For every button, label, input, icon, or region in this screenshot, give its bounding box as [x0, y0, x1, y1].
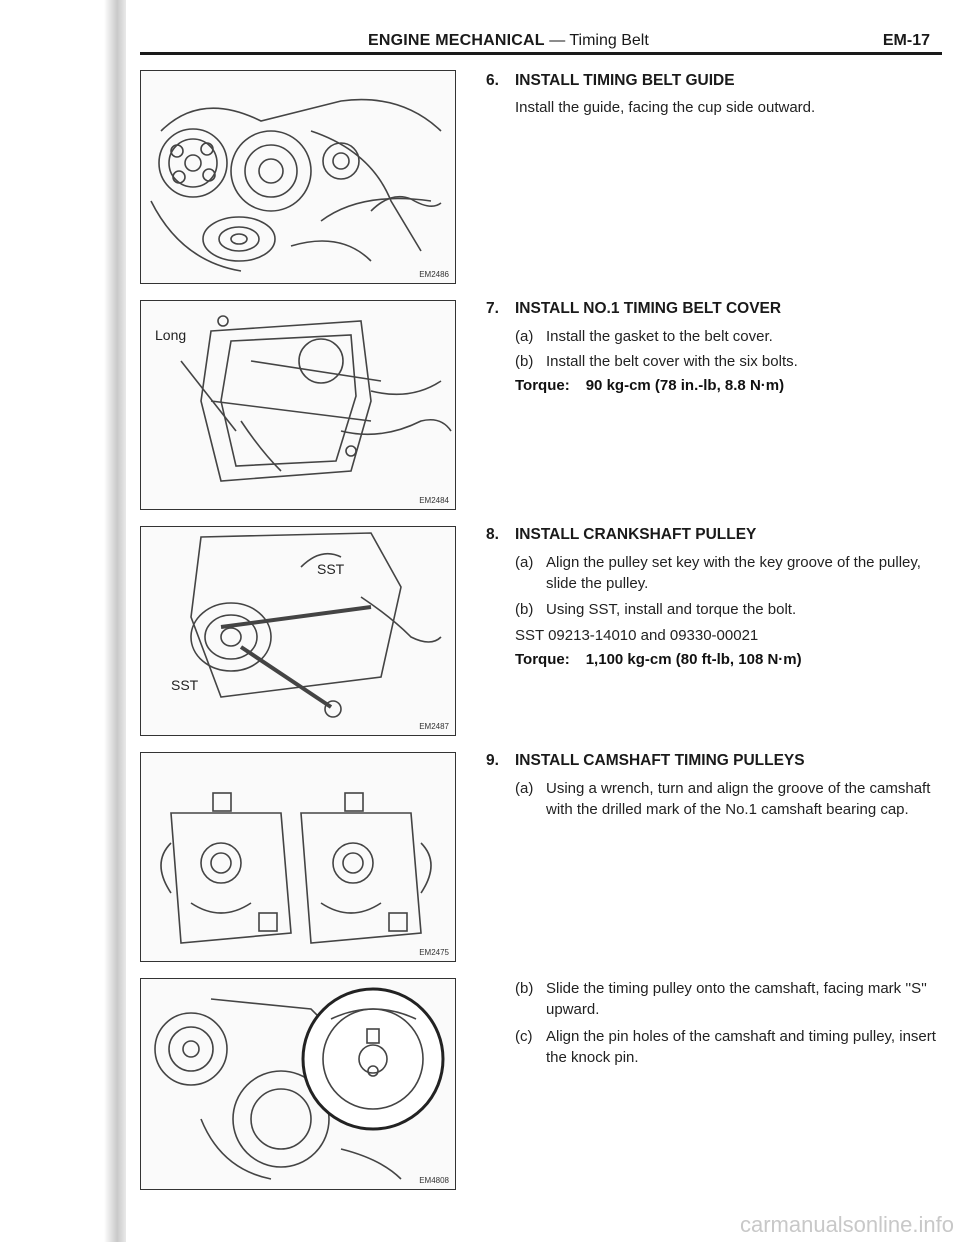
timing-belt-cover-illustration: [141, 301, 455, 509]
figure-code: EM2475: [419, 948, 449, 957]
substep-text: Install the belt cover with the six bolts.: [546, 353, 798, 370]
substep-text: Align the pulley set key with the key groove of the pulley, slide the pulley.: [546, 554, 921, 592]
header-title-bold: ENGINE MECHANICAL: [368, 32, 545, 49]
step-number: 8.: [486, 526, 499, 543]
torque-value: 1,100 kg-cm (80 ft-lb, 108 N·m): [585, 651, 802, 668]
substep-text: Slide the timing pulley onto the camshaft, facing mark ''S'' upward.: [546, 980, 927, 1018]
substep-label: (b): [515, 353, 534, 370]
page-number: EM-17: [882, 32, 930, 49]
substep-text: Using SST, install and torque the bolt.: [546, 601, 797, 618]
step-9-continued: [486, 978, 944, 1078]
substep-text: Install the gasket to the belt cover.: [546, 328, 773, 345]
figure-code: EM2484: [419, 496, 449, 505]
step-9a: [515, 778, 943, 820]
substep-label: (a): [515, 554, 534, 571]
step-number: 6.: [486, 72, 499, 89]
step-number: 7.: [486, 300, 499, 317]
crankshaft-pulley-illustration: [141, 527, 455, 735]
figure-crankshaft-pulley: [140, 526, 456, 736]
figure-code: EM2486: [419, 270, 449, 279]
step-6-text: Install the guide, facing the cup side outward.: [515, 99, 816, 116]
step-8b: [515, 599, 943, 620]
step-8-torque: [515, 651, 802, 668]
substep-label: (a): [515, 328, 534, 345]
torque-label: Torque:: [515, 377, 570, 394]
step-7b: [515, 351, 943, 372]
step-6: [486, 72, 944, 132]
camshaft-alignment-illustration: [141, 753, 455, 961]
step-8-sst: SST 09213-14010 and 09330-00021: [515, 627, 759, 644]
camshaft-pulley-knock-pin-illustration: [141, 979, 455, 1189]
step-9c: [515, 1026, 943, 1068]
step-7a: [515, 326, 943, 347]
torque-value: 90 kg-cm (78 in.-lb, 8.8 N·m): [585, 377, 785, 394]
step-8a: [515, 552, 943, 594]
substep-text: Using a wrench, turn and align the groove of the camshaft with the drilled mark of the No.1 camshaft bearing cap.: [546, 780, 931, 818]
substep-label: (b): [515, 601, 534, 618]
figure-code: EM2487: [419, 722, 449, 731]
figure-timing-belt-cover: [140, 300, 456, 510]
step-6-heading: [486, 72, 735, 90]
page-binding-shadow: [104, 0, 126, 1242]
step-title: INSTALL CRANKSHAFT PULLEY: [515, 526, 757, 543]
step-title: INSTALL NO.1 TIMING BELT COVER: [515, 300, 782, 317]
step-7-heading: [486, 300, 781, 318]
step-title: INSTALL TIMING BELT GUIDE: [515, 72, 735, 89]
step-8: [486, 526, 944, 676]
figure-camshaft-alignment: [140, 752, 456, 962]
step-7-torque: [515, 377, 784, 394]
substep-label: (b): [515, 980, 534, 997]
figure-timing-belt-guide: [140, 70, 456, 284]
header-title: [368, 32, 649, 50]
substep-label: (a): [515, 780, 534, 797]
step-9: [486, 752, 944, 852]
label-long: Long: [155, 327, 187, 343]
step-9b: [515, 978, 943, 1020]
label-sst-bottom: SST: [171, 677, 199, 693]
torque-label: Torque:: [515, 651, 570, 668]
substep-text: Align the pin holes of the camshaft and timing pulley, insert the knock pin.: [546, 1028, 936, 1066]
figure-code: EM4808: [419, 1176, 449, 1185]
step-8-heading: [486, 526, 756, 544]
step-9-heading: [486, 752, 805, 770]
step-7: [486, 300, 944, 410]
label-sst-top: SST: [317, 561, 345, 577]
step-title: INSTALL CAMSHAFT TIMING PULLEYS: [515, 752, 805, 769]
header-title-rest: — Timing Belt: [544, 32, 649, 49]
figure-camshaft-pulley-knock-pin: [140, 978, 456, 1190]
step-number: 9.: [486, 752, 499, 769]
header-rule: [140, 52, 942, 55]
watermark: carmanualsonline.info: [739, 1212, 954, 1237]
timing-belt-guide-illustration: [141, 71, 455, 283]
substep-label: (c): [515, 1028, 533, 1045]
